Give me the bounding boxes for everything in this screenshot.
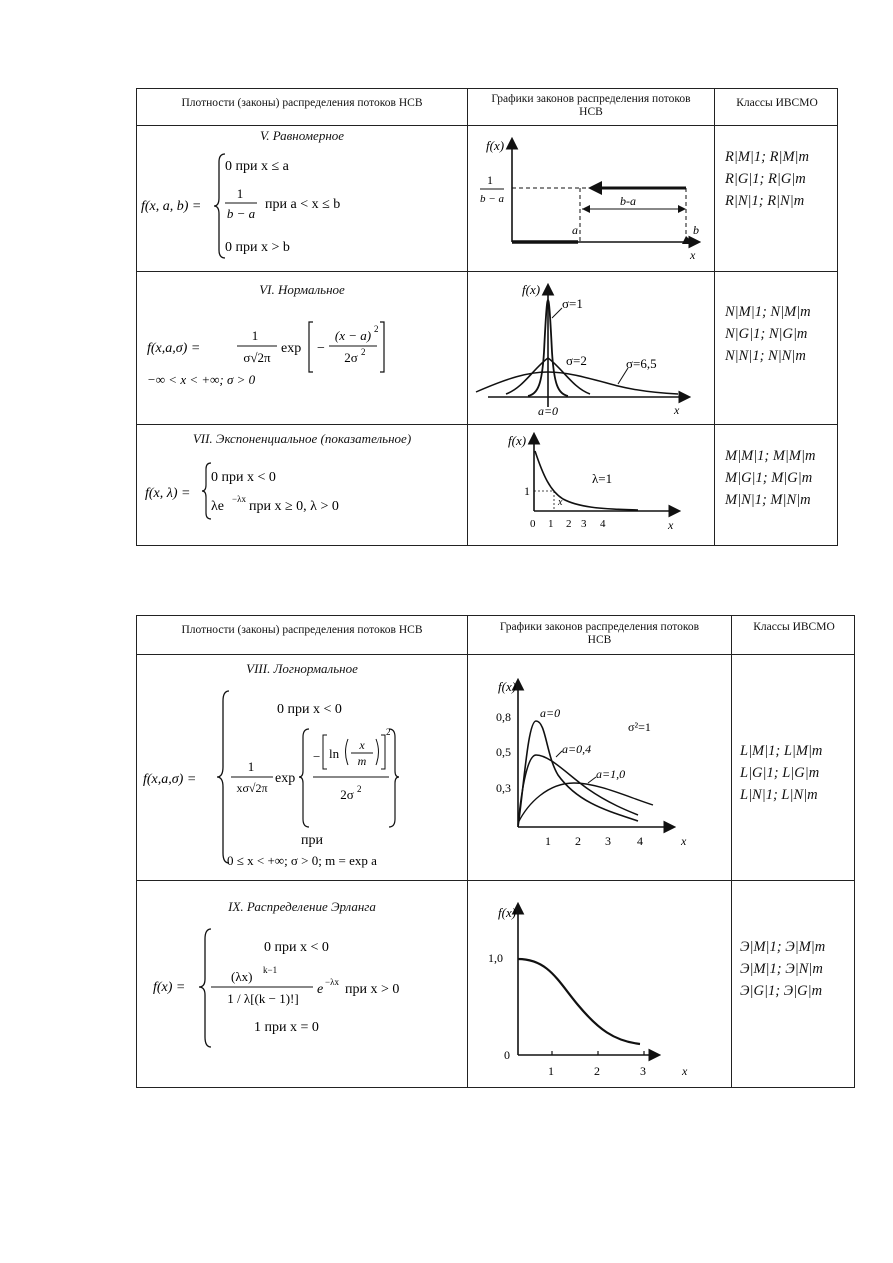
b-label: b [693,223,699,237]
tick-2: 2 [566,518,572,530]
row-title: IX. Распределение Эрланга [228,899,376,914]
class-item: N|M|1; N|M|m [725,304,811,320]
x-label: x [682,1064,688,1078]
uniform-formula-svg [137,126,467,271]
fraction-num: (λx) [231,969,253,984]
x-tick-4: 4 [637,834,643,848]
domain-condition: −∞ < x < +∞; σ > 0 [147,372,256,387]
density-arrow [588,181,602,195]
row-lognormal-formula [137,655,467,880]
row-uniform-graph [468,126,714,271]
fraction-num: 1 [251,328,259,343]
paren-left [346,739,349,765]
column-divider [714,89,715,545]
label-a10: a=1,0 [596,767,626,781]
y-label: f(x) [508,433,527,448]
class-item: L|N|1; L|N|m [740,787,818,803]
case-2b: при x ≥ 0, λ > 0 [249,499,339,514]
header-graphs [468,621,731,647]
x-label: x [690,248,696,262]
level-den: b − a [480,193,504,205]
class-item: Э|G|1; Э|G|m [740,983,823,999]
row-normal-graph [468,272,714,424]
row-exponential-formula [137,425,467,545]
pri-label: при [301,833,323,848]
class-item: Э|M|1; Э|M|m [740,939,826,955]
class-item: L|G|1; L|G|m [740,765,820,781]
row-erlang-graph [468,881,731,1087]
case-1: 0 при x ≤ a [225,159,289,174]
class-item: R|N|1; R|N|m [725,193,805,209]
case-1: 0 при x < 0 [264,940,329,955]
exponential-formula-svg [137,425,467,545]
y-tick: 1,0 [488,951,503,965]
fraction-num: 1 [247,759,255,774]
brace [199,929,211,1047]
formula-lhs: f(x) = [153,980,186,995]
exp-curve [535,451,638,510]
header-graphs-line2: НСВ [579,106,603,118]
fraction-den: b − a [226,206,256,221]
row-title: V. Равномерное [259,128,345,143]
curve-sigma-65 [476,372,678,394]
fraction-den: σ√2π [243,350,271,365]
header-graphs-line1: Графики законов распределения потоков [491,93,691,105]
b-marker [682,236,694,244]
x-tick-3: 3 [640,1064,646,1078]
brace-inner-right [389,729,399,827]
bracket-right [381,735,385,769]
inner-num-sup: 2 [374,324,379,334]
ln-den: m [357,754,367,768]
class-item: L|M|1; L|M|m [740,743,823,759]
case-2-condition: при x > 0 [345,982,400,997]
row-uniform-formula [137,126,467,271]
inner-num: (x − a) [334,328,372,343]
row-title: VII. Экспоненциальное (показательное) [192,431,412,446]
width-label: b-a [620,194,636,208]
class-item: N|G|1; N|G|m [725,326,808,342]
header-classes: Классы ИВСМО [736,97,818,109]
fraction-den: 1 / λ[(k − 1)!] [227,991,299,1006]
y-label: f(x) [498,679,517,694]
x-tick-3: 3 [605,834,611,848]
row-exponential-classes [725,445,815,511]
normal-formula-svg [137,272,467,424]
header-graphs-line1: Графики законов распределения потоков [499,621,700,633]
column-divider [731,616,732,1087]
row-erlang-formula [137,881,467,1087]
table-1 [136,88,838,546]
brace-inner-left [299,729,309,827]
fraction-den: xσ√2π [236,781,268,795]
paren-right [376,739,379,765]
lognormal-chart [468,655,731,880]
table-2 [136,615,855,1088]
erlang-curve [518,959,640,1044]
normal-chart [468,272,714,424]
leader-sigma-1 [552,308,562,318]
header-densities: Плотности (законы) распределения потоков НСВ [181,624,423,636]
brace [214,154,225,258]
bracket-sup: 2 [386,727,391,737]
x-tick-1: 1 [548,1064,554,1078]
label-sigma: σ²=1 [628,720,651,734]
label-x-mark: x [558,497,563,508]
row-exponential-graph [468,425,714,545]
erlang-chart [468,881,731,1087]
minus-sign: − [317,341,325,356]
x-label: x [681,834,687,848]
case-2a: λe [211,499,225,514]
row-normal-classes [725,301,811,367]
x-tick-1: 1 [545,834,551,848]
erlang-formula-svg [137,881,467,1087]
exponential-chart [468,425,714,545]
label-sigma-1: σ=1 [562,296,583,311]
case-1: 0 при x < 0 [277,702,342,717]
label-a04: a=0,4 [562,742,592,756]
class-item: N|N|1; N|N|m [725,348,806,364]
ln-label: ln [329,746,340,761]
inner-den: 2σ [340,787,354,802]
a-label: a [572,223,578,237]
fraction-num: 1 [236,186,244,201]
formula-lhs: f(x, λ) = [145,486,191,501]
header-densities: Плотности (законы) распределения потоков НСВ [181,97,423,109]
bracket-left [323,735,327,769]
brace [202,463,211,519]
class-item: M|M|1; M|M|m [725,448,816,464]
row-normal-formula [137,272,467,424]
tick-3: 3 [581,518,587,530]
uniform-chart [468,126,714,271]
inner-den: 2σ [344,350,358,365]
x-tick-2: 2 [575,834,581,848]
class-item: M|G|1; M|G|m [725,470,813,486]
inner-den-sup: 2 [361,347,366,357]
y-tick-08: 0,8 [496,710,511,724]
formula-lhs: f(x, a, b) = [141,199,202,214]
y-tick-05: 0,5 [496,745,511,759]
formula-lhs: f(x,a,σ) = [143,772,197,787]
case-2-condition: при a < x ≤ b [265,197,341,212]
exp-label: exp [275,771,296,786]
tick-4: 4 [600,518,606,530]
y-label: f(x) [486,138,505,153]
minus-sign: − [313,749,321,764]
class-item: R|G|1; R|G|m [725,171,806,187]
tick-0: 0 [530,518,536,530]
domain-condition: 0 ≤ x < +∞; σ > 0; m = exp a [227,853,377,868]
row-lognormal-classes [740,740,822,806]
case-1: 0 при x < 0 [211,470,276,485]
exp-label: exp [281,341,302,356]
label-sigma-2: σ=2 [566,353,587,368]
row-erlang-classes [740,936,825,1002]
row-lognormal-graph [468,655,731,880]
formula-lhs: f(x,a,σ) = [147,341,201,356]
exp-sup: −λx [325,977,339,987]
class-item: Э|M|1; Э|N|m [740,961,823,977]
case-3: 0 при x > b [225,240,290,255]
y-tick-03: 0,3 [496,781,511,795]
y-label: f(x) [498,905,517,920]
header-classes: Классы ИВСМО [753,621,835,633]
row-uniform-classes [725,146,809,212]
x-label: x [668,518,674,532]
leader-a10 [588,777,596,783]
fraction-num-sup: k−1 [263,965,278,975]
exp-label: e [317,982,324,997]
class-item: R|M|1; R|M|m [725,149,809,165]
case-2-sup: −λx [232,494,246,504]
row-title: VI. Нормальное [259,282,345,297]
inner-den-sup: 2 [357,784,362,794]
label-a0: a=0 [540,706,561,720]
level-num: 1 [487,173,493,187]
label-one: 1 [524,484,530,498]
class-item: M|N|1; M|N|m [725,492,811,508]
header-graphs [468,93,714,119]
y-label: f(x) [522,282,541,297]
lognormal-formula-svg [137,655,467,880]
case-3: 1 при x = 0 [254,1020,319,1035]
row-title: VIII. Логнормальное [246,661,358,676]
x-label: x [674,403,680,417]
header-graphs-line2: НСВ [587,634,612,646]
ln-num: x [359,738,365,752]
label-lambda: λ=1 [592,471,613,486]
bracket-left [309,322,313,372]
zero-label: 0 [504,1048,510,1062]
label-center: a=0 [537,404,559,418]
x-tick-2: 2 [594,1064,600,1078]
tick-1: 1 [548,518,554,530]
brace [217,691,229,863]
curve-a10 [518,783,653,823]
label-sigma-65: σ=6,5 [626,356,657,371]
bracket-right [380,322,384,372]
